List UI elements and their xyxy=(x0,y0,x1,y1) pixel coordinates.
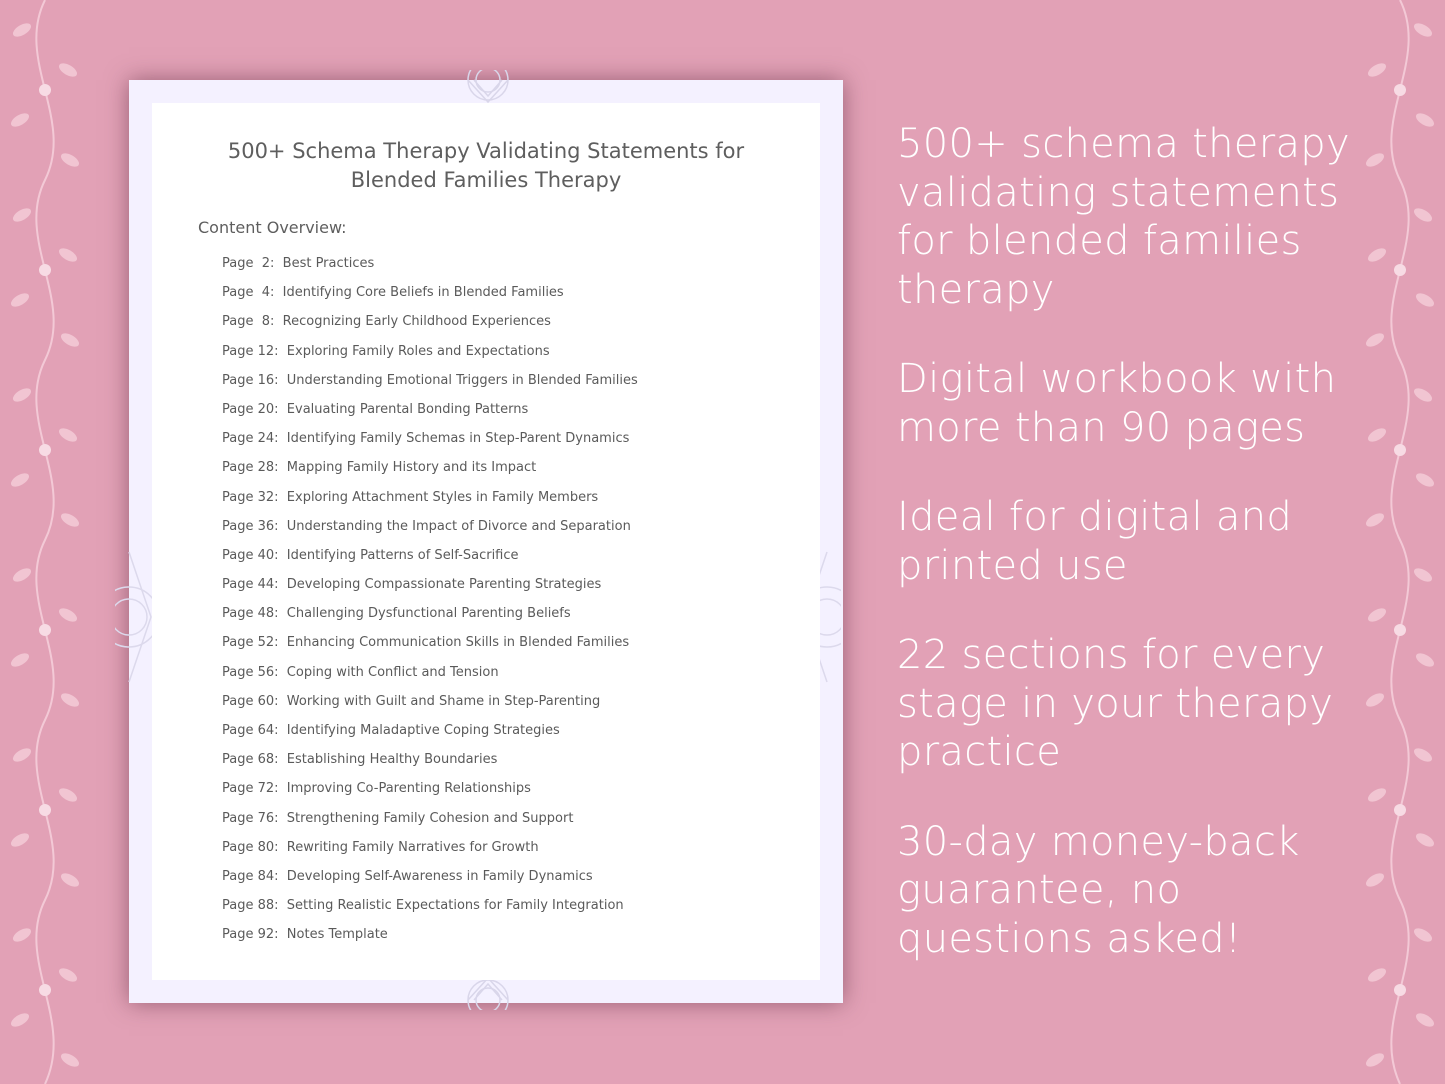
feature-page-count: Digital workbook with more than 90 pages xyxy=(897,356,1337,451)
toc-item: Page 88: Setting Realistic Expectations for Family Integration xyxy=(222,898,624,914)
workbook-sheet xyxy=(152,103,820,980)
feature-statement-count: 500+ schema therapy validating statements for blended families therapy xyxy=(897,121,1350,313)
toc-item: Page 28: Mapping Family History and its Impact xyxy=(222,460,537,476)
toc-item: Page 72: Improving Co-Parenting Relationships xyxy=(222,781,531,797)
toc-item: Page 12: Exploring Family Roles and Expectations xyxy=(222,343,550,359)
document-title-line2: Blended Families Therapy xyxy=(350,168,622,192)
document-title xyxy=(152,137,820,195)
toc-item: Page 20: Evaluating Parental Bonding Patterns xyxy=(222,401,529,417)
toc-item: Page 24: Identifying Family Schemas in Step-Parent Dynamics xyxy=(222,431,630,447)
toc-item: Page 68: Establishing Healthy Boundaries xyxy=(222,752,498,768)
toc-item: Page 8: Recognizing Early Childhood Experiences xyxy=(222,314,551,330)
toc-item: Page 52: Enhancing Communication Skills in Blended Families xyxy=(222,635,630,651)
toc-item: Page 4: Identifying Core Beliefs in Blended Families xyxy=(222,285,564,301)
toc-item: Page 76: Strengthening Family Cohesion and Support xyxy=(222,810,574,826)
table-of-contents xyxy=(222,253,638,954)
feature-guarantee: 30-day money-back guarantee, no questions asked! xyxy=(897,818,1300,962)
content-overview-heading: Content Overview: xyxy=(198,218,347,237)
mandala-icon xyxy=(115,532,155,702)
toc-item: Page 56: Coping with Conflict and Tension xyxy=(222,664,499,680)
floral-vine-icon xyxy=(1355,0,1445,1084)
floral-vine-icon xyxy=(0,0,90,1084)
toc-item: Page 64: Identifying Maladaptive Coping Strategies xyxy=(222,723,560,738)
feature-sections: 22 sections for every stage in your therapy practice xyxy=(897,632,1334,775)
toc-item: Page 32: Exploring Attachment Styles in Family Members xyxy=(222,489,599,505)
toc-item: Page 16: Understanding Emotional Triggers in Blended Families xyxy=(222,372,638,388)
toc-item: Page 48: Challenging Dysfunctional Parenting Beliefs xyxy=(222,606,571,622)
toc-item: Page 2: Best Practices xyxy=(222,256,375,271)
toc-item: Page 84: Developing Self-Awareness in Family Dynamics xyxy=(222,868,593,884)
toc-item: Page 44: Developing Compassionate Parenting Strategies xyxy=(222,577,602,593)
toc-item: Page 40: Identifying Patterns of Self-Sacrifice xyxy=(222,547,519,563)
toc-item: Page 80: Rewriting Family Narratives for Growth xyxy=(222,839,539,855)
workbook-page-preview xyxy=(129,80,843,1003)
toc-item: Page 36: Understanding the Impact of Divorce and Separation xyxy=(222,518,631,534)
toc-item: Page 60: Working with Guilt and Shame in Step-Parenting xyxy=(222,693,601,709)
toc-item: Page 92: Notes Template xyxy=(222,927,388,943)
feature-list xyxy=(897,120,1357,1004)
feature-usage: Ideal for digital and printed use xyxy=(897,494,1293,589)
document-title-line1: 500+ Schema Therapy Validating Statements for xyxy=(227,139,745,163)
